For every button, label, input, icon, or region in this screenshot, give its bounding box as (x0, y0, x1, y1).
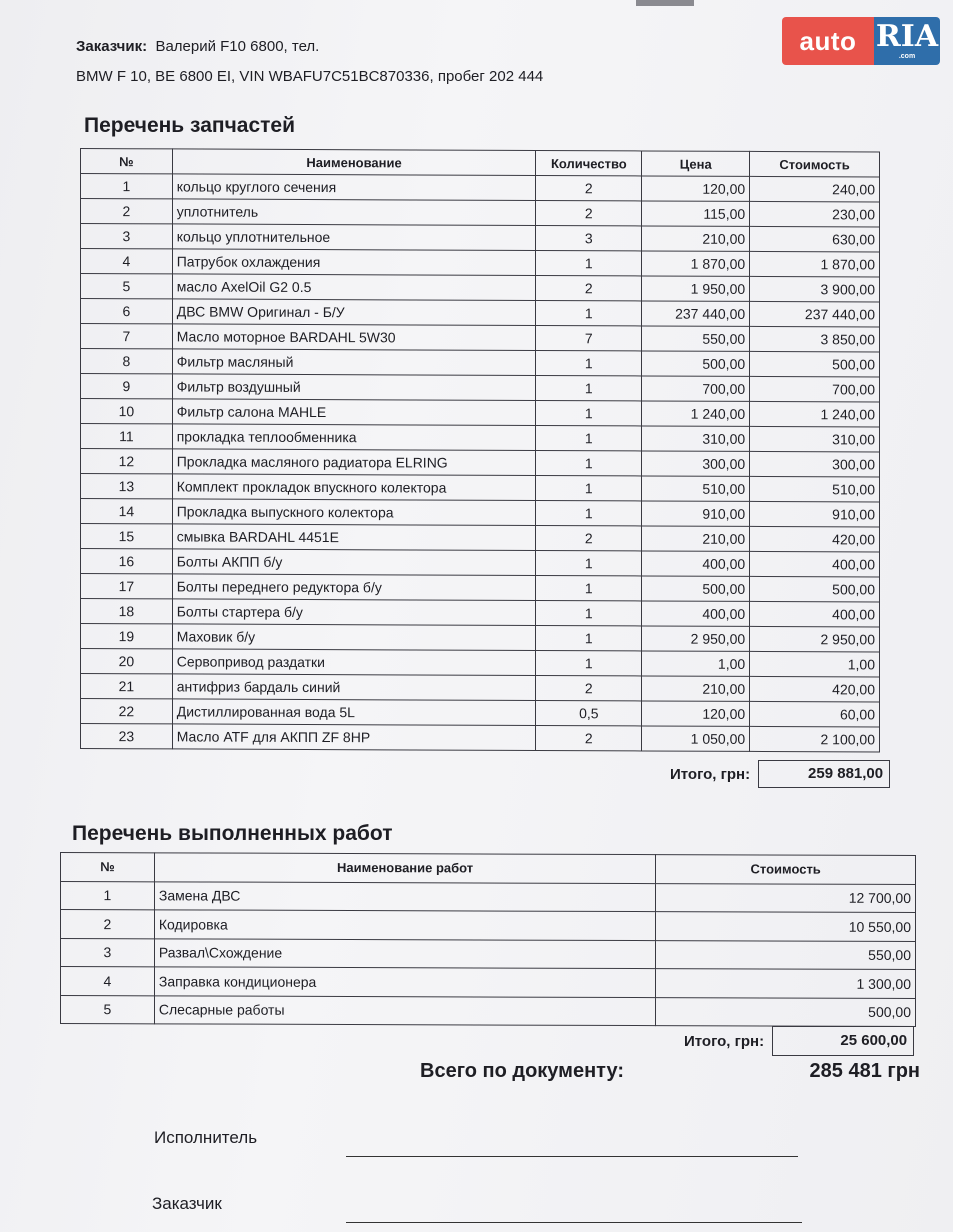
part-cost: 420,00 (750, 526, 880, 552)
parts-total-label: Итого, грн: (670, 765, 751, 783)
part-cost: 1,00 (750, 651, 880, 677)
customer-value: Валерий F10 6800, тел. (155, 38, 320, 55)
part-price: 910,00 (642, 501, 750, 526)
executor-signature-line (346, 1156, 798, 1157)
parts-title: Перечень запчастей (84, 114, 296, 137)
parts-col-name: Наименование (172, 149, 536, 176)
parts-table-row (81, 474, 880, 502)
part-name: антифриз бардаль синий (172, 674, 536, 701)
customer-signature-line (346, 1222, 802, 1223)
part-cost: 500,00 (750, 576, 880, 602)
grand-total-value: 285 481 грн (809, 1060, 920, 1082)
works-total-value: 25 600,00 (772, 1026, 914, 1056)
part-price: 700,00 (642, 376, 750, 401)
part-price: 1 870,00 (642, 251, 750, 276)
part-cost: 630,00 (750, 226, 880, 252)
part-cost: 2 100,00 (750, 726, 880, 752)
parts-table-row (81, 174, 880, 202)
part-name: Прокладка выпускного колектора (172, 499, 536, 526)
part-number: 8 (81, 349, 173, 374)
work-number: 3 (61, 938, 155, 967)
customer-signature-label: Заказчик (152, 1194, 222, 1213)
parts-total-value: 259 881,00 (758, 760, 890, 788)
grand-total (420, 1060, 920, 1083)
works-table-row (61, 995, 916, 1026)
part-qty: 7 (536, 325, 642, 350)
part-number: 14 (81, 499, 173, 524)
part-number: 1 (81, 174, 173, 199)
part-qty: 2 (536, 525, 642, 550)
parts-table-row (81, 324, 880, 352)
part-price: 400,00 (642, 551, 750, 576)
part-name: кольцо круглого сечения (172, 174, 536, 201)
work-cost: 1 300,00 (656, 969, 916, 998)
works-col-name: Наименование работ (154, 853, 655, 883)
part-price: 310,00 (642, 426, 750, 451)
parts-table-row (81, 249, 880, 277)
part-name: Болты стартера б/у (172, 599, 536, 626)
part-number: 21 (81, 674, 173, 699)
part-cost: 1 870,00 (750, 251, 880, 277)
works-table-row (61, 938, 916, 969)
part-number: 17 (81, 574, 173, 599)
work-cost: 550,00 (656, 940, 916, 969)
customer-line (76, 32, 543, 62)
work-name: Замена ДВС (154, 881, 655, 911)
parts-table-row (81, 649, 880, 677)
parts-body (81, 174, 880, 752)
part-price: 500,00 (642, 351, 750, 376)
parts-table-row (81, 674, 880, 702)
part-number: 9 (81, 374, 173, 399)
parts-table-row (81, 699, 880, 727)
part-cost: 230,00 (750, 201, 880, 227)
part-cost: 300,00 (750, 451, 880, 477)
part-price: 510,00 (642, 476, 750, 501)
part-qty: 1 (536, 425, 642, 450)
part-price: 210,00 (642, 526, 750, 551)
parts-table-row (81, 224, 880, 252)
parts-header-row (81, 149, 880, 177)
works-col-cost: Стоимость (656, 855, 916, 884)
work-number: 4 (61, 967, 155, 996)
part-qty: 3 (536, 225, 642, 250)
logo-auto-text: auto (782, 17, 874, 65)
parts-col-number: № (81, 149, 173, 174)
part-number: 20 (81, 649, 173, 674)
part-name: Сервопривод раздатки (172, 649, 536, 676)
part-price: 1 240,00 (642, 401, 750, 426)
parts-table-row (81, 299, 880, 327)
part-price: 550,00 (642, 326, 750, 351)
part-qty: 1 (536, 650, 642, 675)
part-number: 12 (81, 449, 173, 474)
parts-total (670, 760, 890, 788)
part-number: 5 (81, 274, 173, 299)
part-qty: 0,5 (536, 700, 642, 725)
part-qty: 1 (536, 550, 642, 575)
part-price: 120,00 (642, 176, 750, 201)
works-total-label: Итого, грн: (684, 1032, 765, 1050)
part-cost: 1 240,00 (750, 401, 880, 427)
part-price: 120,00 (642, 701, 750, 726)
part-qty: 2 (536, 675, 642, 700)
part-number: 19 (81, 624, 173, 649)
part-number: 23 (81, 724, 173, 749)
work-cost: 10 550,00 (656, 912, 916, 941)
grand-total-label: Всего по документу: (420, 1060, 624, 1082)
part-name: Масло ATF для АКПП ZF 8HP (172, 724, 536, 751)
part-cost: 510,00 (750, 476, 880, 502)
part-number: 10 (81, 399, 173, 424)
part-qty: 2 (536, 175, 642, 200)
work-name: Слесарные работы (154, 995, 655, 1025)
parts-table (80, 148, 880, 752)
part-number: 22 (81, 699, 173, 724)
works-table-row (61, 967, 916, 998)
part-name: Масло моторное BARDAHL 5W30 (172, 324, 536, 351)
work-name: Развал\Схождение (154, 938, 655, 968)
paper-clip-mark (636, 0, 694, 6)
part-name: Дистиллированная вода 5L (172, 699, 536, 726)
part-number: 18 (81, 599, 173, 624)
part-name: кольцо уплотнительное (172, 224, 536, 251)
part-name: Болты АКПП б/у (172, 549, 536, 576)
parts-table-row (81, 624, 880, 652)
part-price: 237 440,00 (642, 301, 750, 326)
part-number: 16 (81, 549, 173, 574)
part-number: 3 (81, 224, 173, 249)
part-cost: 400,00 (750, 601, 880, 627)
parts-table-row (81, 424, 880, 452)
part-qty: 2 (536, 275, 642, 300)
part-qty: 2 (536, 725, 642, 750)
part-qty: 1 (536, 300, 642, 325)
parts-table-row (81, 274, 880, 302)
part-cost: 910,00 (750, 501, 880, 527)
part-qty: 1 (536, 475, 642, 500)
part-price: 210,00 (642, 226, 750, 251)
part-name: Фильтр масляный (172, 349, 536, 376)
part-qty: 1 (536, 375, 642, 400)
part-price: 210,00 (642, 676, 750, 701)
works-table-row (61, 910, 916, 941)
document-header (76, 32, 543, 92)
part-qty: 1 (536, 450, 642, 475)
part-qty: 2 (536, 200, 642, 225)
works-table (60, 852, 916, 1027)
part-price: 1,00 (642, 651, 750, 676)
customer-label: Заказчик: (76, 38, 148, 55)
autoria-logo[interactable] (782, 17, 944, 65)
parts-table-row (81, 399, 880, 427)
part-cost: 237 440,00 (750, 301, 880, 327)
part-cost: 2 950,00 (750, 626, 880, 652)
part-name: прокладка теплообменника (172, 424, 536, 451)
part-name: Прокладка масляного радиатора ELRING (172, 449, 536, 476)
part-cost: 400,00 (750, 551, 880, 577)
parts-col-price: Цена (642, 151, 750, 176)
part-number: 4 (81, 249, 173, 274)
part-name: Патрубок охлаждения (172, 249, 536, 276)
logo-ria-text: RIA (875, 19, 939, 54)
parts-table-row (81, 449, 880, 477)
parts-col-cost: Стоимость (750, 151, 880, 177)
part-price: 1 950,00 (642, 276, 750, 301)
parts-table-row (81, 599, 880, 627)
parts-table-row (81, 349, 880, 377)
executor-label: Исполнитель (154, 1128, 258, 1147)
works-title: Перечень выполненных работ (72, 822, 393, 845)
part-number: 13 (81, 474, 173, 499)
part-price: 2 950,00 (642, 626, 750, 651)
works-col-number: № (61, 853, 155, 882)
part-qty: 1 (536, 575, 642, 600)
work-cost: 500,00 (656, 997, 916, 1026)
part-cost: 3 850,00 (750, 326, 880, 352)
works-header-row (61, 853, 916, 884)
vehicle-line: BMW F 10, BE 6800 EI, VIN WBAFU7C51BC870336, пробег 202 444 (76, 68, 544, 85)
logo-ria-block (874, 17, 940, 65)
part-qty: 1 (536, 600, 642, 625)
work-number: 1 (61, 881, 155, 910)
work-name: Кодировка (154, 910, 655, 940)
work-cost: 12 700,00 (656, 883, 916, 912)
part-cost: 240,00 (750, 176, 880, 202)
part-number: 15 (81, 524, 173, 549)
logo-ria-sub: .com (898, 53, 916, 60)
parts-table-row (81, 549, 880, 577)
part-cost: 700,00 (750, 376, 880, 402)
works-table-row (61, 881, 916, 912)
part-price: 300,00 (642, 451, 750, 476)
part-number: 11 (81, 424, 173, 449)
part-price: 500,00 (642, 576, 750, 601)
part-qty: 1 (536, 250, 642, 275)
part-name: смывка BARDAHL 4451E (172, 524, 536, 551)
parts-table-row (81, 574, 880, 602)
parts-col-qty: Количество (536, 150, 642, 175)
part-number: 2 (81, 199, 173, 224)
work-number: 5 (61, 995, 155, 1024)
part-price: 115,00 (642, 201, 750, 226)
part-qty: 1 (536, 400, 642, 425)
part-number: 6 (81, 299, 173, 324)
parts-table-row (81, 524, 880, 552)
part-name: масло AxelOil G2 0.5 (172, 274, 536, 301)
works-body (61, 881, 916, 1026)
part-name: Маховик б/у (172, 624, 536, 651)
part-cost: 310,00 (750, 426, 880, 452)
parts-table-row (81, 499, 880, 527)
part-qty: 1 (536, 625, 642, 650)
part-name: Фильтр салона MAHLE (172, 399, 536, 426)
part-name: ДВС BMW Оригинал - Б/У (172, 299, 536, 326)
part-qty: 1 (536, 500, 642, 525)
part-cost: 3 900,00 (750, 276, 880, 302)
part-cost: 60,00 (750, 701, 880, 727)
part-cost: 500,00 (750, 351, 880, 377)
part-price: 1 050,00 (642, 726, 750, 751)
work-number: 2 (61, 910, 155, 939)
work-name: Заправка кондиционера (154, 967, 655, 997)
part-name: Комплект прокладок впускного колектора (172, 474, 536, 501)
works-total (684, 1026, 914, 1056)
parts-table-row (81, 374, 880, 402)
part-qty: 1 (536, 350, 642, 375)
part-price: 400,00 (642, 601, 750, 626)
part-name: уплотнитель (172, 199, 536, 226)
part-name: Фильтр воздушный (172, 374, 536, 401)
part-number: 7 (81, 324, 173, 349)
part-name: Болты переднего редуктора б/у (172, 574, 536, 601)
part-cost: 420,00 (750, 676, 880, 702)
parts-table-row (81, 199, 880, 227)
parts-table-row (81, 724, 880, 752)
